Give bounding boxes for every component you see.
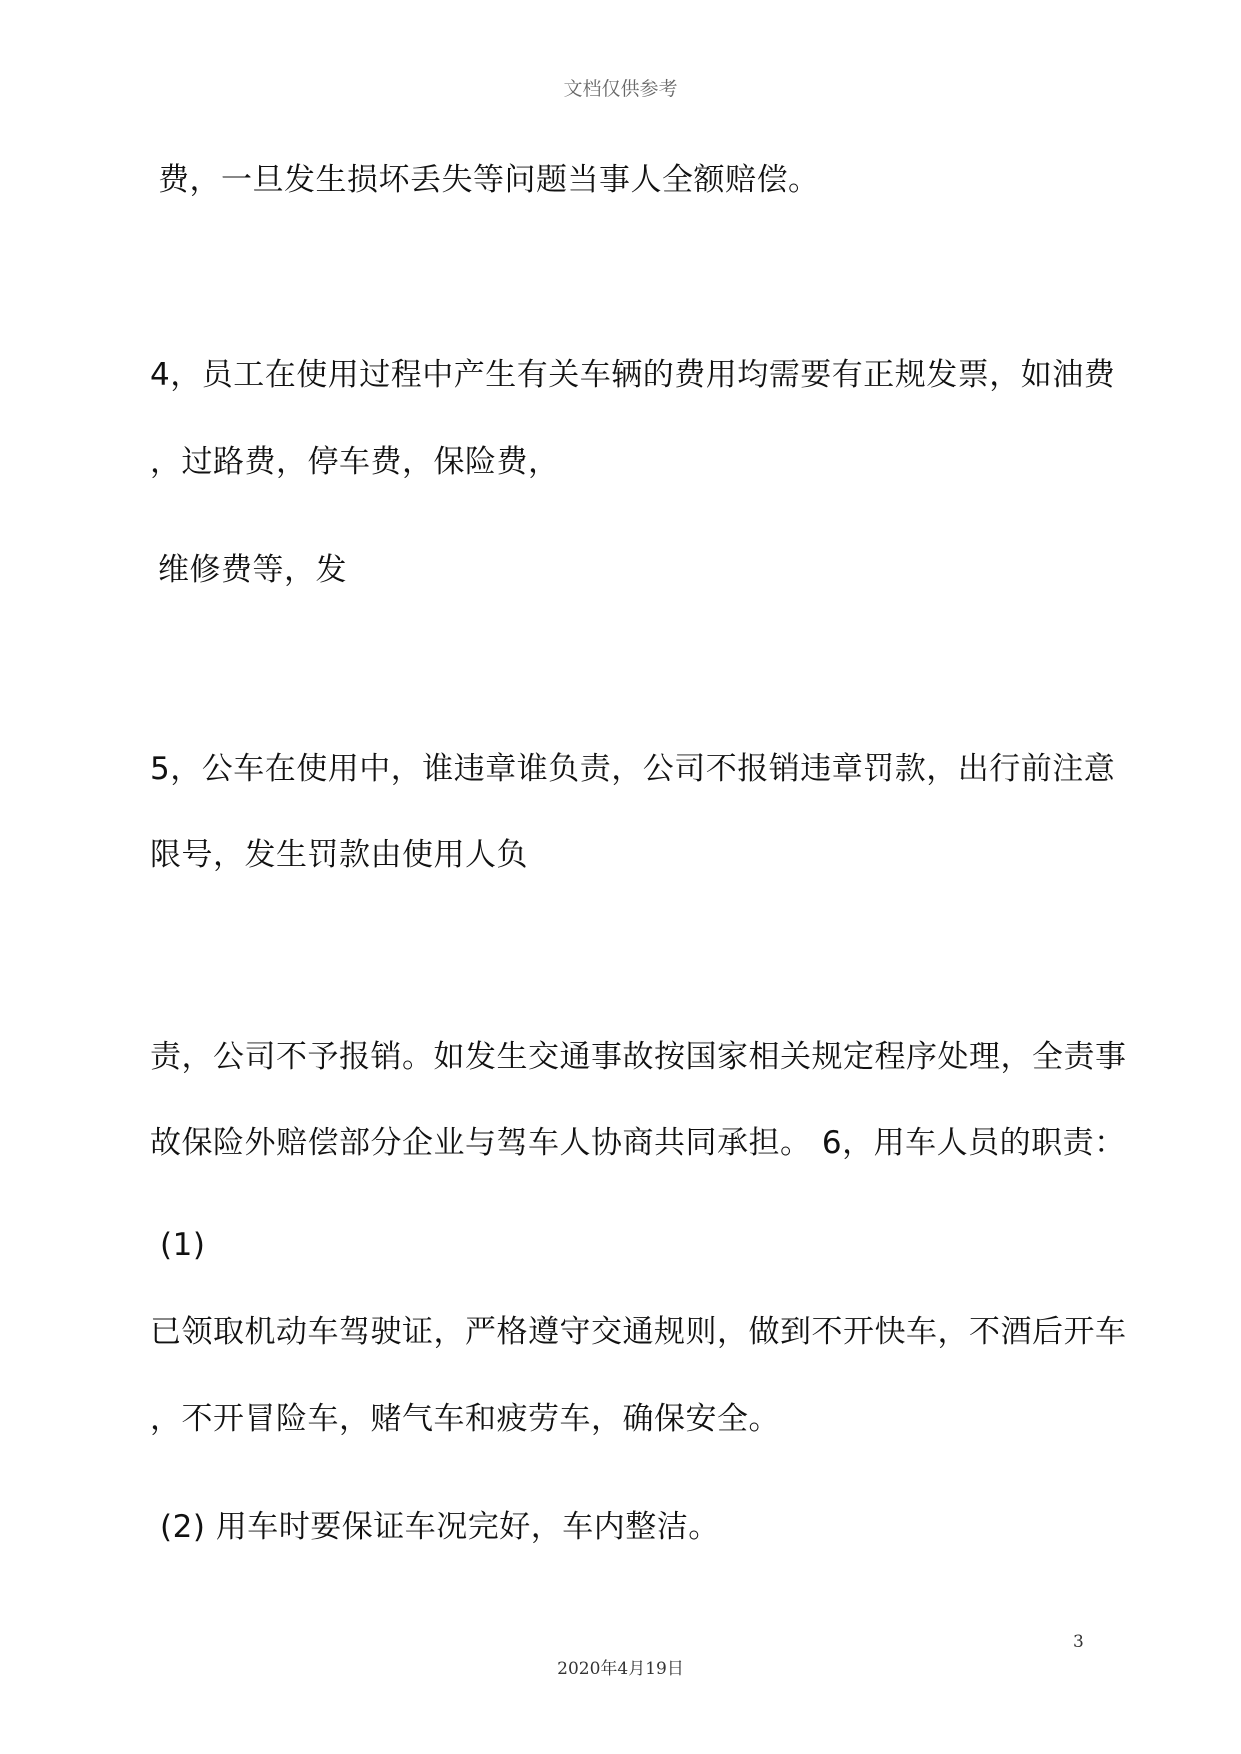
body-line: 维修费等，发 — [158, 552, 347, 588]
footer-date: 2020年4月19日 — [557, 1659, 684, 1679]
body-line: 限号，发生罚款由使用人负 — [150, 837, 528, 873]
page-number: 3 — [1073, 1632, 1084, 1652]
body-line: (1) — [160, 1227, 206, 1263]
body-line: ，不开冒险车，赌气车和疲劳车，确保安全。 — [150, 1401, 780, 1437]
body-line: 4，员工在使用过程中产生有关车辆的费用均需要有正规发票，如油费 — [150, 357, 1116, 393]
body-line: 故保险外赔偿部分企业与驾车人协商共同承担。 6，用车人员的职责： — [150, 1125, 1126, 1161]
body-line: ，过路费，停车费，保险费， — [150, 444, 560, 480]
body-line: (2) 用车时要保证车况完好，车内整洁。 — [160, 1509, 720, 1545]
body-line: 费，一旦发生损坏丢失等问题当事人全额赔偿。 — [158, 162, 820, 198]
body-line: 5，公车在使用中，谁违章谁负责，公司不报销违章罚款，出行前注意 — [150, 751, 1116, 787]
body-line: 责，公司不予报销。如发生交通事故按国家相关规定程序处理，全责事 — [150, 1039, 1127, 1075]
body-line: 已领取机动车驾驶证，严格遵守交通规则，做到不开快车，不酒后开车 — [150, 1314, 1127, 1350]
page-header: 文档仅供参考 — [563, 78, 678, 100]
